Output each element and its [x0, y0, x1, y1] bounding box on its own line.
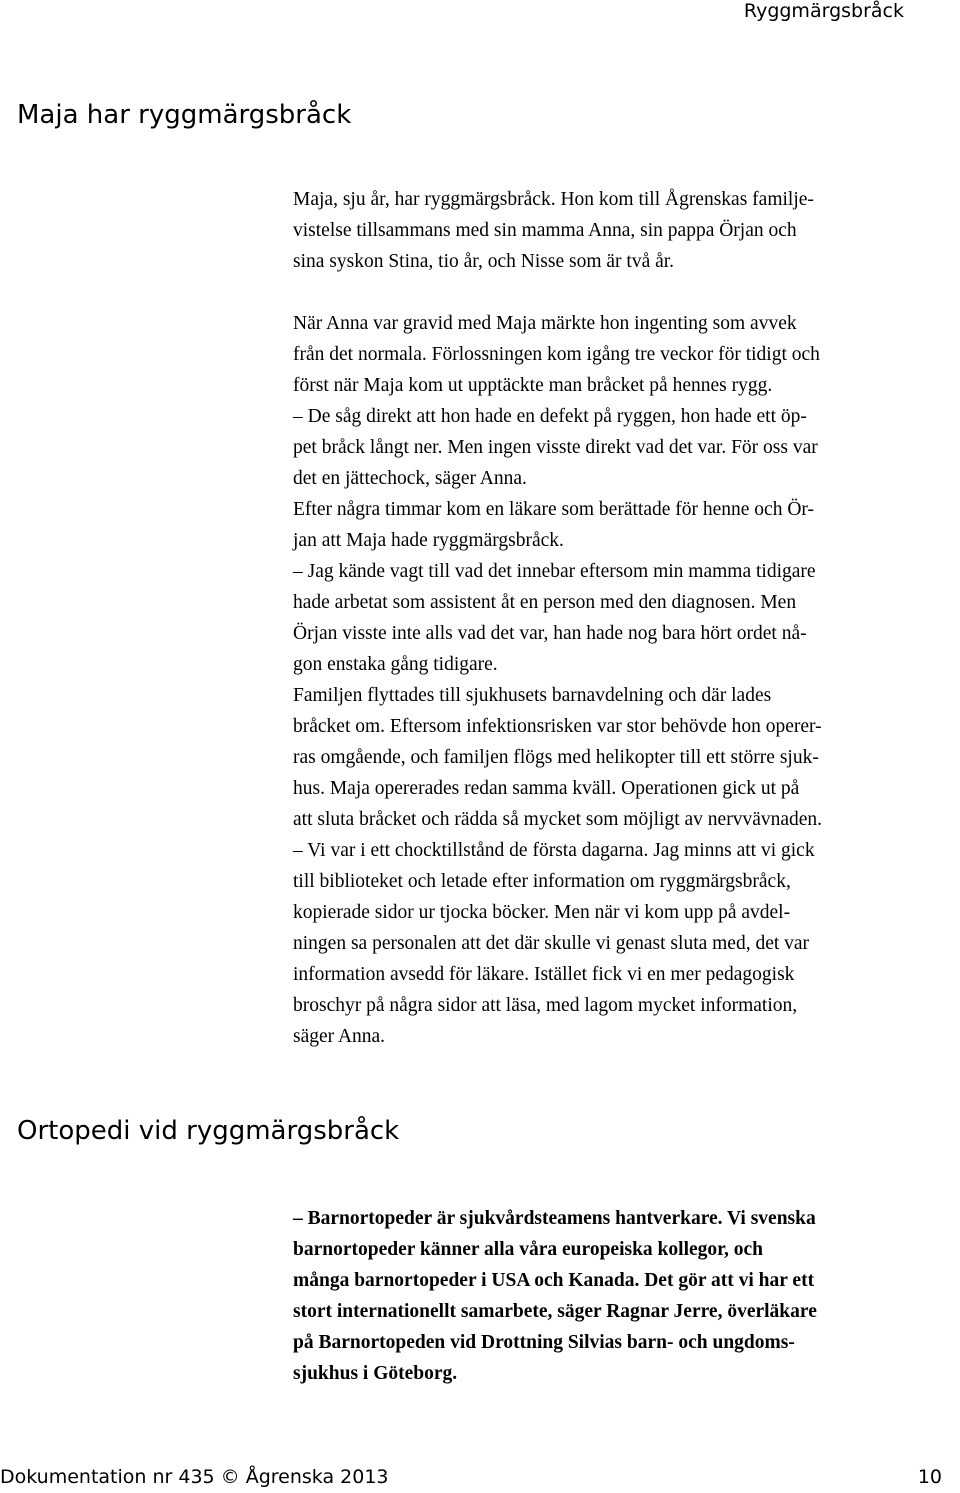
text-line: Efter några timmar kom en läkare som berättade för henne och Ör-	[293, 499, 815, 520]
text-line: Maja, sju år, har ryggmärgsbråck. Hon kom till Ågrenskas familje-	[293, 189, 814, 210]
text-line: – Barnortopeder är sjukvårdsteamens hantverkare. Vi svenska	[293, 1208, 816, 1229]
text-line: sina syskon Stina, tio år, och Nisse som är två år.	[293, 251, 675, 272]
text-line: stort internationellt samarbete, säger Ragnar Jerre, överläkare	[293, 1301, 817, 1322]
text-line: det en jättechock, säger Anna.	[293, 468, 527, 489]
text-line: sjukhus i Göteborg.	[293, 1363, 458, 1384]
text-line: Örjan visste inte alls vad det var, han hade nog bara hört ordet nå-	[293, 623, 807, 644]
text-line: jan att Maja hade ryggmärgsbråck.	[293, 530, 564, 551]
lead-paragraph	[293, 1203, 933, 1389]
footer-publication: Dokumentation nr 435 © Ågrenska 2013	[0, 1466, 389, 1488]
text-line: från det normala. Förlossningen kom igång tre veckor för tidigt och	[293, 344, 820, 365]
text-line: ningen sa personalen att det där skulle vi genast sluta med, det var	[293, 933, 810, 954]
text-line: pet bråck långt ner. Men ingen visste direkt vad det var. För oss var	[293, 437, 818, 458]
text-line: vistelse tillsammans med sin mamma Anna, sin pappa Örjan och	[293, 220, 797, 241]
text-line: på Barnortopeden vid Drottning Silvias barn- och ungdoms-	[293, 1332, 795, 1353]
text-line: barnortopeder känner alla våra europeiska kollegor, och	[293, 1239, 764, 1260]
text-line: – Vi var i ett chocktillstånd de första dagarna. Jag minns att vi gick	[293, 840, 815, 861]
text-line: bråcket om. Eftersom infektionsrisken var stor behövde hon operer-	[293, 716, 822, 737]
text-line: – De såg direkt att hon hade en defekt på ryggen, hon hade ett öp-	[293, 406, 807, 427]
text-line: information avsedd för läkare. Istället fick vi en mer pedagogisk	[293, 964, 795, 985]
story-paragraph	[293, 308, 933, 1052]
text-line: Familjen flyttades till sjukhusets barnavdelning och där lades	[293, 685, 772, 706]
text-line: att sluta bråcket och rädda så mycket som möjligt av nervvävnaden.	[293, 809, 823, 830]
text-line: många barnortopeder i USA och Kanada. Det gör att vi har ett	[293, 1270, 815, 1291]
page-number: 10	[917, 1466, 942, 1488]
section-heading-maja: Maja har ryggmärgsbråck	[17, 100, 352, 130]
text-line: kopierade sidor ur tjocka böcker. Men när vi kom upp på avdel-	[293, 902, 791, 923]
text-line: gon enstaka gång tidigare.	[293, 654, 498, 675]
text-line: hus. Maja opererades redan samma kväll. Operationen gick ut på	[293, 778, 800, 799]
section-heading-ortopedi: Ortopedi vid ryggmärgsbråck	[17, 1116, 400, 1146]
text-line: ras omgående, och familjen flögs med helikopter till ett större sjuk-	[293, 747, 819, 768]
text-line: säger Anna.	[293, 1026, 386, 1047]
text-line: till biblioteket och letade efter information om ryggmärgsbråck,	[293, 871, 791, 892]
text-line: broschyr på några sidor att läsa, med lagom mycket information,	[293, 995, 798, 1016]
intro-paragraph	[293, 184, 933, 277]
running-header: Ryggmärgsbråck	[743, 0, 904, 22]
text-line: – Jag kände vagt till vad det innebar eftersom min mamma tidigare	[293, 561, 816, 582]
text-line: först när Maja kom ut upptäckte man bråcket på hennes rygg.	[293, 375, 773, 396]
text-line: hade arbetat som assistent åt en person med den diagnosen. Men	[293, 592, 797, 613]
text-line: När Anna var gravid med Maja märkte hon ingenting som avvek	[293, 313, 797, 334]
